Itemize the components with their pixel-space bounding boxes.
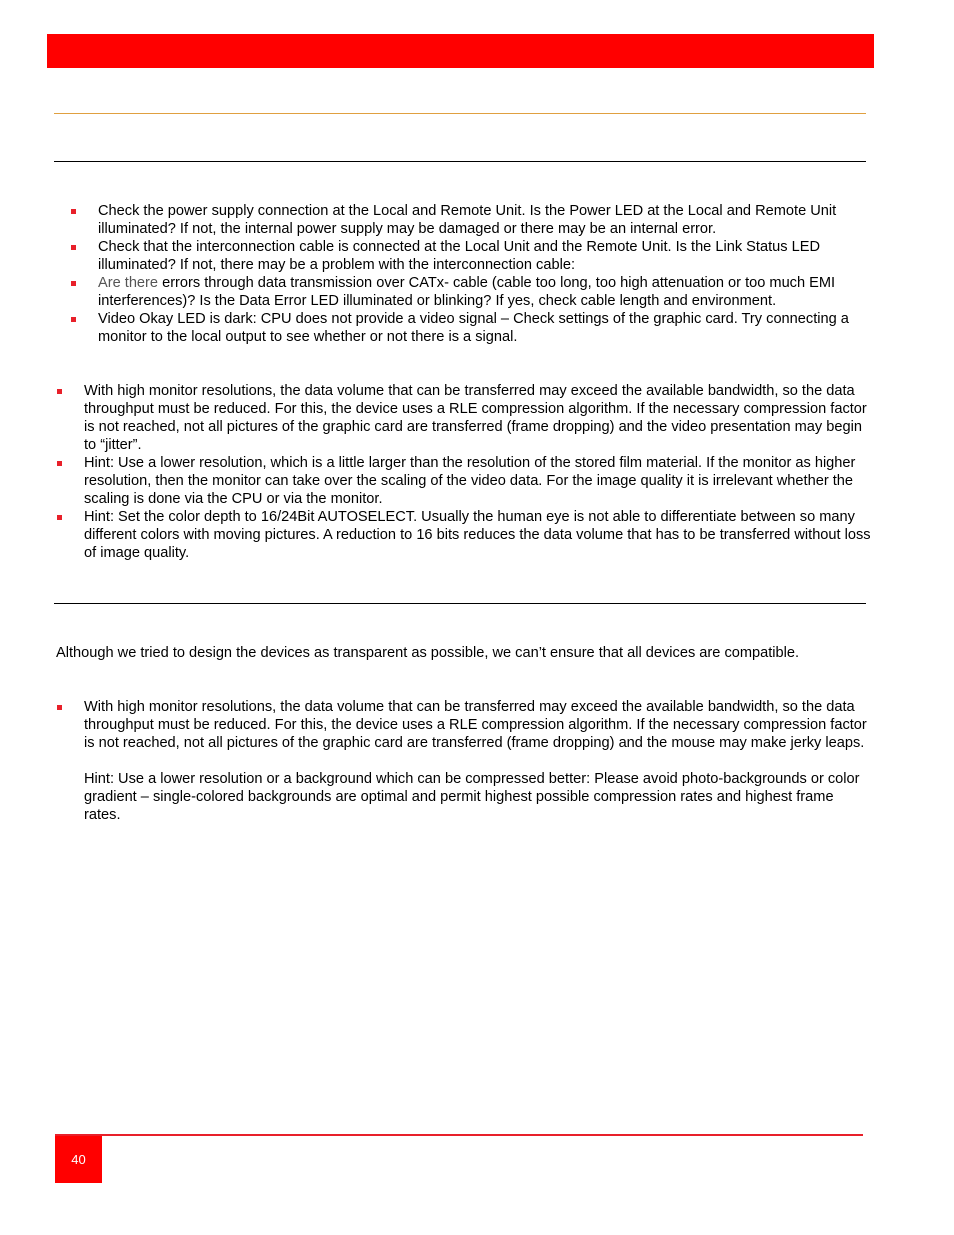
bullet-square-icon	[57, 389, 62, 394]
list-item	[84, 382, 874, 454]
list-item	[84, 698, 874, 824]
page-number-box	[55, 1136, 102, 1183]
power-checks-list	[98, 202, 868, 346]
list-item-hint: Hint: Use a lower resolution or a background which can be compressed better: Please avoid photo-backgrounds or color gradient – single-colored backgrounds are optimal and permit highest possible compression rates and highest frame rates.	[84, 771, 860, 823]
list-item	[98, 202, 868, 238]
compatibility-intro: Although we tried to design the devices as transparent as possible, we can’t ensure that all devices are compatible.	[56, 645, 800, 661]
list-item-text: Check that the interconnection cable is connected at the Local Unit and the Remote Unit. Is the Link Status LED illuminated? If not, there may be a problem with the interconnection cable:	[98, 239, 820, 273]
list-item	[98, 274, 868, 310]
bullet-square-icon	[57, 461, 62, 466]
bullet-square-icon	[71, 209, 76, 214]
bullet-square-icon	[71, 281, 76, 286]
list-item-text: Video Okay LED is dark: CPU does not provide a video signal – Check settings of the graphic card. Try connecting a monitor to the local output to see whether or not there is a signal.	[98, 311, 849, 345]
section-divider-top	[54, 161, 866, 162]
video-issues-list	[84, 382, 874, 562]
list-item-text: Hint: Use a lower resolution, which is a little larger than the resolution of the stored film material. If the monitor as higher resolution, then the monitor can take over the scaling of the video data. For the image quality it is irrelevant whether the scaling is done via the CPU or via the monitor.	[84, 455, 856, 507]
bullet-square-icon	[71, 245, 76, 250]
mouse-issues-list	[84, 698, 874, 824]
bullet-square-icon	[71, 317, 76, 322]
bullet-square-icon	[57, 515, 62, 520]
section-divider-middle	[54, 603, 866, 604]
header-bar	[47, 34, 874, 68]
list-item-text: Check the power supply connection at the Local and Remote Unit. Is the Power LED at the Local and Remote Unit illuminated? If not, the internal power supply may be damaged or there may be an internal error.	[98, 203, 837, 237]
list-item-text: errors through data transmission over CATx- cable (cable too long, too high attenuation or too much EMI interferences)? Is the Data Error LED illuminated or blinking? If yes, check cable length and environment.	[98, 275, 836, 309]
list-item-text: With high monitor resolutions, the data volume that can be transferred may exceed the available bandwidth, so the data throughput must be reduced. For this, the device uses a RLE compression algorithm. If the necessary compression factor is not reached, not all pictures of the graphic card are transferred (frame dropping) and the mouse may make jerky leaps.	[84, 699, 867, 751]
page-number: 40	[71, 1152, 86, 1167]
list-item	[98, 238, 868, 274]
list-item-lead: Are there	[98, 275, 159, 291]
list-item	[84, 454, 874, 508]
header-divider	[54, 113, 866, 114]
list-item	[84, 508, 874, 562]
list-item-text: With high monitor resolutions, the data volume that can be transferred may exceed the available bandwidth, so the data throughput must be reduced. For this, the device uses a RLE compression algorithm. If the necessary compression factor is not reached, not all pictures of the graphic card are transferred (frame dropping) and the video presentation may begin to “jitter”.	[84, 383, 867, 453]
footer-divider	[55, 1134, 863, 1136]
list-item-text: Hint: Set the color depth to 16/24Bit AUTOSELECT. Usually the human eye is not able to differentiate between so many different colors with moving pictures. A reduction to 16 bits reduces the data volume that has to be transferred without loss of image quality.	[84, 509, 871, 561]
bullet-square-icon	[57, 705, 62, 710]
list-item	[98, 310, 868, 346]
